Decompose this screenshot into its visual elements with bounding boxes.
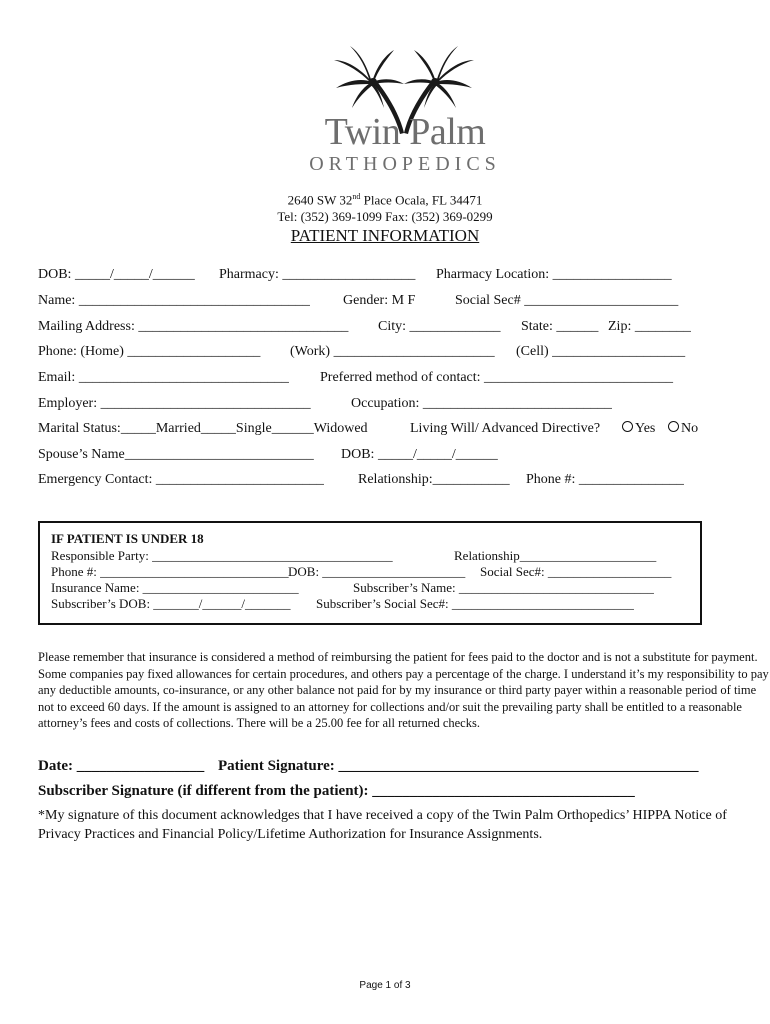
- pharmacy-field[interactable]: Pharmacy: ___________________: [219, 267, 416, 282]
- living-will-label: Living Will/ Advanced Directive?: [410, 421, 601, 436]
- preferred-contact-field[interactable]: Preferred method of contact: ___________________________: [320, 370, 674, 385]
- address-line: 2640 SW 32nd Place Ocala, FL 34471: [287, 192, 483, 208]
- minor-heading: IF PATIENT IS UNDER 18: [51, 531, 204, 546]
- living-will-yes-option[interactable]: Yes: [622, 421, 655, 437]
- radio-yes-icon[interactable]: [622, 421, 633, 432]
- minor-dob-field[interactable]: DOB: ______________________: [288, 564, 466, 579]
- pharmacy-location-field[interactable]: Pharmacy Location: _________________: [436, 267, 672, 282]
- emergency-relationship-field[interactable]: Relationship:___________: [358, 472, 510, 487]
- radio-no-icon[interactable]: [668, 421, 679, 432]
- minor-section: [38, 521, 702, 625]
- subscriber-dob-field[interactable]: Subscriber’s DOB: _______/______/_______: [51, 596, 291, 611]
- gender-field[interactable]: Gender: M F: [343, 293, 416, 308]
- spouse-dob-field[interactable]: DOB: _____/_____/______: [341, 447, 498, 462]
- social-sec-field[interactable]: Social Sec# ______________________: [455, 293, 679, 308]
- logo-sub: ORTHOPEDICS: [309, 153, 501, 175]
- state-field[interactable]: State: ______: [521, 319, 599, 334]
- responsible-party-field[interactable]: Responsible Party: _____________________________________: [51, 548, 393, 563]
- phone-fax-line: Tel: (352) 369-1099 Fax: (352) 369-0299: [277, 209, 493, 224]
- emergency-contact-field[interactable]: Emergency Contact: ________________________: [38, 472, 324, 487]
- employer-field[interactable]: Employer: ______________________________: [38, 396, 311, 411]
- date-signature-field[interactable]: Date: _________________: [38, 758, 205, 774]
- insurance-name-field[interactable]: Insurance Name: ________________________: [51, 580, 299, 595]
- phone-work-field[interactable]: (Work) _______________________: [290, 344, 495, 359]
- mailing-address-field[interactable]: Mailing Address: ______________________________: [38, 319, 349, 334]
- acknowledgement-text: *My signature of this document acknowledges that I have received a copy of the Twin Palm Orthopedics’ HIPPA Notice of Privacy Practices and Financial Policy/Lifetime Authorization for Insurance Assignments.: [38, 808, 727, 842]
- marital-status-field[interactable]: Marital Status:_____Married_____Single______Widowed: [38, 421, 368, 436]
- zip-field[interactable]: Zip: ________: [608, 319, 691, 334]
- minor-social-field[interactable]: Social Sec#: ___________________: [480, 564, 672, 579]
- name-field[interactable]: Name: _________________________________: [38, 293, 310, 308]
- occupation-field[interactable]: Occupation: ___________________________: [351, 396, 612, 411]
- dob-field[interactable]: DOB: _____/_____/______: [38, 267, 195, 282]
- emergency-phone-field[interactable]: Phone #: _______________: [526, 472, 684, 487]
- phone-cell-field[interactable]: (Cell) ___________________: [516, 344, 686, 359]
- minor-relationship-field[interactable]: Relationship_____________________: [454, 548, 657, 563]
- insurance-policy-paragraph: Please remember that insurance is considered a method of reimbursing the patient for fees paid to the doctor and is not a substitute for payment. Some companies pay fixed allowances for certain procedures, and others pay a percentage of the charge. I understand it’s my responsibility to pay any deductible amounts, co-insurance, or any other balance not paid for by my insurance or third party payer within a reasonable period of time not to exceed 60 days. If the amount is assigned to an attorney for collections and/or suit the prevailing party shall be entitled to a reasonable attorney’s fees and costs of collections. There will be a 25.00 fee for all returned checks.: [38, 650, 769, 730]
- subscriber-signature-field[interactable]: Subscriber Signature (if different from the patient): ___________________________________: [38, 783, 635, 799]
- subscriber-social-field[interactable]: Subscriber’s Social Sec#: ____________________________: [316, 596, 634, 611]
- phone-home-field[interactable]: Phone: (Home) ___________________: [38, 344, 261, 359]
- city-field[interactable]: City: _____________: [378, 319, 501, 334]
- minor-phone-field[interactable]: Phone #: _____________________________: [51, 564, 289, 579]
- living-will-no-option[interactable]: No: [668, 421, 698, 437]
- logo-name: Twin Palm: [324, 111, 486, 153]
- subscriber-name-field[interactable]: Subscriber’s Name: ______________________________: [353, 580, 654, 595]
- spouse-name-field[interactable]: Spouse’s Name___________________________: [38, 447, 314, 462]
- page-number: Page 1 of 3: [359, 980, 411, 991]
- twin-palm-logo: [290, 38, 520, 180]
- email-field[interactable]: Email: ______________________________: [38, 370, 289, 385]
- form-title: PATIENT INFORMATION: [290, 226, 480, 245]
- patient-signature-field[interactable]: Patient Signature: ________________________________________________: [218, 758, 699, 774]
